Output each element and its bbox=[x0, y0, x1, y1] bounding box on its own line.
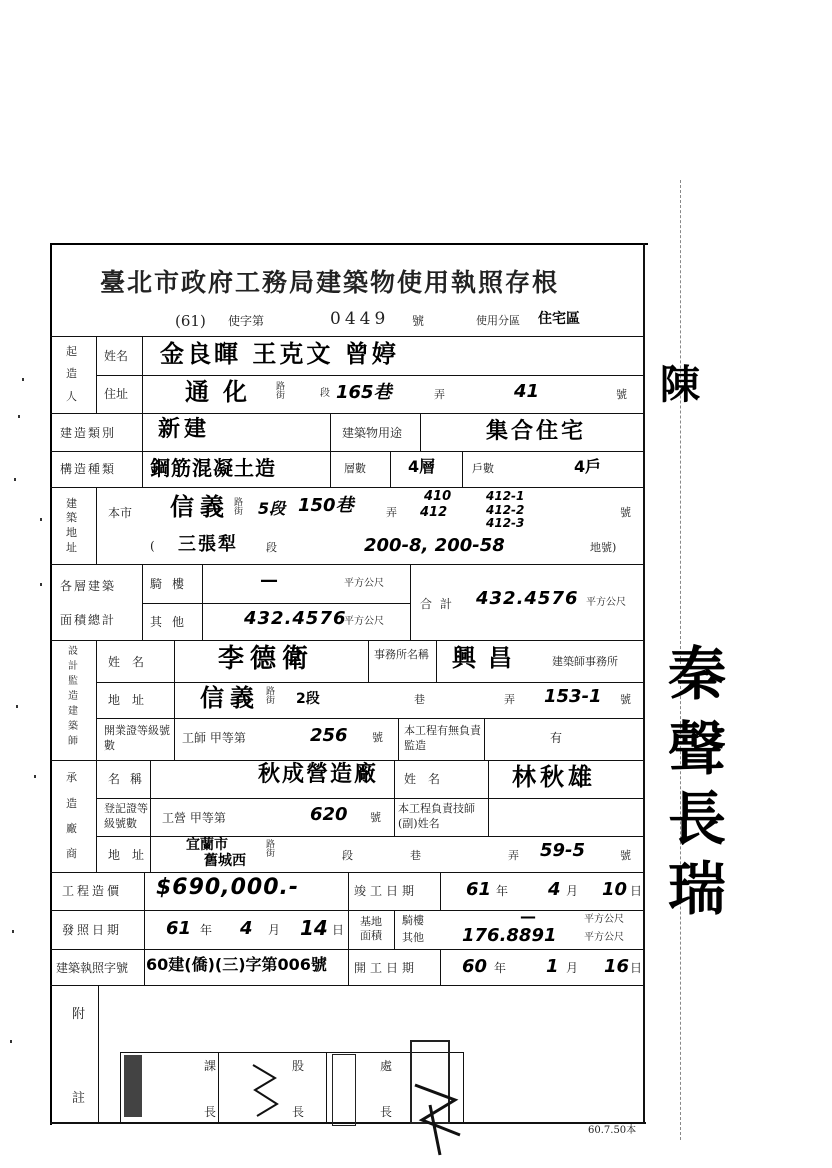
zone-label: 使用分區 bbox=[476, 314, 520, 327]
owner-section-label-3: 人 bbox=[66, 390, 77, 403]
row-rule bbox=[50, 985, 643, 986]
structure-label: 構造種類 bbox=[60, 462, 117, 476]
architect-resp-label: 本工程有無負責監造 bbox=[404, 724, 481, 752]
contractor-reg-no: 620 bbox=[310, 804, 348, 825]
adjacent-page-fragment: 秦 bbox=[668, 640, 727, 708]
building-use-value: 集合住宅 bbox=[486, 419, 587, 444]
issue-month: 4 bbox=[240, 918, 253, 939]
form-right-border bbox=[643, 243, 645, 1123]
issue-day: 14 bbox=[300, 916, 328, 940]
scan-tick bbox=[12, 930, 14, 933]
owner-addr-rd-suffix: 路街 bbox=[276, 382, 286, 401]
site-road: 信義 bbox=[170, 493, 230, 521]
architect-section-label-1: 設 bbox=[68, 646, 78, 657]
site-district: 三張犁 bbox=[178, 534, 238, 555]
scan-tick bbox=[40, 518, 42, 521]
signature-scrawl bbox=[245, 1060, 285, 1120]
structure-value: 鋼筋混凝土造 bbox=[150, 456, 276, 480]
owner-name-label: 姓名 bbox=[104, 349, 129, 363]
contractor-addr-lane: 巷 bbox=[410, 849, 421, 862]
col-rule bbox=[436, 640, 437, 682]
approval-label-e: 處 bbox=[380, 1059, 393, 1073]
architect-addr-rd-suffix: 路街 bbox=[266, 687, 276, 706]
signature-scrawl bbox=[410, 1075, 470, 1160]
row-rule bbox=[50, 949, 643, 950]
owner-name-value: 金良暉 王克文 曾婷 bbox=[160, 340, 399, 368]
architect-section-label-3: 監 bbox=[68, 676, 78, 687]
zone-value: 住宅區 bbox=[538, 311, 580, 327]
form-title: 臺北市政府工務局建築物使用執照存根 bbox=[100, 268, 560, 297]
building-use-label: 建築物用途 bbox=[342, 426, 403, 440]
contractor-addr-no: 59-5 bbox=[540, 840, 586, 861]
scan-tick bbox=[22, 378, 24, 381]
architect-addr-road: 信義 bbox=[200, 684, 260, 712]
row-rule bbox=[50, 451, 643, 452]
row-rule bbox=[50, 487, 643, 488]
row-rule bbox=[50, 640, 643, 641]
col-rule bbox=[96, 336, 97, 413]
architect-reg-label: 開業證等級號數 bbox=[104, 724, 170, 752]
base-arcade-unit: 平方公尺 bbox=[584, 914, 624, 925]
row-rule bbox=[50, 413, 643, 414]
contractor-reg-suffix: 號 bbox=[370, 811, 381, 824]
architect-office-value: 興昌 bbox=[452, 644, 524, 672]
scan-tick bbox=[34, 775, 36, 778]
approval-divider bbox=[326, 1052, 327, 1122]
col-rule bbox=[462, 451, 463, 487]
cost-value: $690,000.- bbox=[156, 875, 299, 900]
architect-addr-label: 地址 bbox=[108, 693, 157, 707]
architect-name-label: 姓名 bbox=[108, 655, 157, 669]
site-section-label-1: 建 bbox=[66, 497, 77, 510]
col-rule bbox=[98, 985, 99, 1122]
col-rule bbox=[330, 413, 331, 487]
site-no-c: 412-1 bbox=[486, 489, 525, 503]
owner-addr-no: 41 bbox=[514, 381, 540, 402]
col-rule bbox=[398, 718, 399, 760]
adjacent-page-fragment: 聲 bbox=[668, 715, 727, 783]
col-rule bbox=[484, 718, 485, 760]
base-area-label: 基地面積 bbox=[360, 915, 382, 943]
site-section: 5段 bbox=[258, 499, 286, 518]
notes-label-a: 附 bbox=[72, 1007, 86, 1022]
contractor-name-label: 名稱 bbox=[108, 772, 153, 786]
col-rule bbox=[144, 872, 145, 985]
scan-tick bbox=[16, 705, 18, 708]
units-label: 戶數 bbox=[472, 462, 494, 475]
floors-label: 層數 bbox=[344, 462, 366, 475]
site-no-a: 410 bbox=[424, 489, 452, 504]
start-month: 1 bbox=[546, 956, 559, 977]
approval-label-a: 課 bbox=[204, 1059, 217, 1073]
row-rule bbox=[50, 760, 643, 761]
site-city: 本市 bbox=[108, 506, 133, 520]
contractor-section-label-3: 廠 bbox=[66, 822, 77, 835]
approval-label-f: 長 bbox=[380, 1105, 393, 1119]
base-arcade-value: — bbox=[520, 907, 550, 926]
owner-addr-lane: 165巷 bbox=[336, 382, 392, 403]
complete-year-unit: 年 bbox=[496, 884, 509, 898]
adjacent-page-fragment: 長 bbox=[668, 785, 727, 853]
architect-name-value: 李德衛 bbox=[218, 644, 315, 674]
row-rule bbox=[96, 798, 643, 799]
architect-addr-lane: 巷 bbox=[414, 693, 425, 706]
seal-stamp bbox=[124, 1055, 142, 1117]
col-rule bbox=[394, 910, 395, 949]
site-no-e: 412-3 bbox=[486, 516, 525, 530]
area-arcade-unit: 平方公尺 bbox=[344, 578, 384, 589]
contractor-tech-label: 本工程負責技師(副)姓名 bbox=[398, 802, 475, 830]
area-total-unit: 平方公尺 bbox=[586, 597, 626, 608]
col-rule bbox=[420, 413, 421, 451]
cost-label: 工程造價 bbox=[62, 884, 123, 898]
site-section-label-2: 築 bbox=[66, 511, 77, 524]
col-rule bbox=[390, 451, 391, 487]
complete-date-label: 竣工日期 bbox=[354, 884, 419, 898]
col-rule bbox=[142, 413, 143, 487]
col-rule bbox=[394, 760, 395, 836]
issue-year: 61 bbox=[166, 918, 192, 939]
owner-section-label-2: 造 bbox=[66, 367, 77, 380]
col-rule bbox=[96, 640, 97, 760]
architect-section-label-6: 築 bbox=[68, 721, 78, 732]
contractor-section-label-1: 承 bbox=[66, 771, 77, 784]
owner-addr-alley: 弄 bbox=[434, 388, 445, 401]
architect-reg-grade: 工師 甲等第 bbox=[182, 731, 246, 745]
permit-label: 建築執照字號 bbox=[56, 961, 129, 975]
owner-addr-label: 住址 bbox=[104, 387, 129, 401]
row-rule bbox=[50, 910, 643, 911]
issue-date-label: 發照日期 bbox=[62, 923, 123, 937]
area-label-b: 面積總計 bbox=[60, 613, 117, 627]
start-day: 16 bbox=[604, 956, 630, 977]
contractor-person-label: 姓名 bbox=[404, 772, 453, 786]
col-rule bbox=[440, 949, 441, 985]
row-rule bbox=[96, 836, 643, 837]
area-arcade-label: 騎樓 bbox=[150, 577, 195, 591]
complete-day: 10 bbox=[602, 879, 628, 900]
scan-tick bbox=[10, 1040, 12, 1043]
row-rule bbox=[96, 375, 643, 376]
base-other-value: 176.8891 bbox=[462, 925, 557, 946]
building-type-label: 建造類別 bbox=[60, 426, 117, 440]
architect-addr-no: 153-1 bbox=[544, 686, 602, 707]
license-number: 0449 bbox=[330, 309, 390, 329]
area-other-value: 432.4576 bbox=[244, 608, 347, 629]
start-date-label: 開工日期 bbox=[354, 961, 419, 975]
row-rule bbox=[142, 603, 410, 604]
area-arcade-value: — bbox=[260, 570, 298, 591]
col-rule bbox=[488, 760, 489, 836]
license-prefix: (61) bbox=[175, 312, 206, 330]
col-rule bbox=[440, 872, 441, 910]
contractor-section-label-4: 商 bbox=[66, 847, 77, 860]
area-other-unit: 平方公尺 bbox=[344, 616, 384, 627]
approval-divider bbox=[218, 1052, 219, 1122]
seal-stamp bbox=[332, 1054, 356, 1126]
site-district-suffix: 段 bbox=[266, 541, 277, 554]
complete-month-unit: 月 bbox=[566, 884, 579, 898]
notes-label-b: 註 bbox=[72, 1091, 86, 1106]
col-rule bbox=[174, 640, 175, 760]
site-section-label-3: 地 bbox=[66, 526, 77, 539]
adjacent-page-fragment: 陳 bbox=[660, 362, 700, 408]
complete-day-unit: 日 bbox=[630, 884, 643, 898]
architect-resp-value: 有 bbox=[550, 731, 563, 745]
approval-label-c: 股 bbox=[292, 1059, 305, 1073]
architect-reg-no: 256 bbox=[310, 725, 348, 746]
site-hao: 號 bbox=[620, 506, 631, 519]
units-value: 4戶 bbox=[574, 457, 602, 476]
contractor-section-label-2: 造 bbox=[66, 797, 77, 810]
architect-office-suffix: 建築師事務所 bbox=[552, 655, 618, 668]
architect-addr-section: 2段 bbox=[296, 691, 320, 707]
approval-label-b: 長 bbox=[204, 1105, 217, 1119]
start-month-unit: 月 bbox=[566, 961, 579, 975]
col-rule bbox=[142, 336, 143, 413]
contractor-addr-rd-suffix: 路街 bbox=[266, 840, 276, 859]
scan-tick bbox=[14, 478, 16, 481]
row-rule bbox=[96, 718, 643, 719]
approval-label-d: 長 bbox=[292, 1105, 305, 1119]
scan-tick bbox=[40, 583, 42, 586]
row-rule bbox=[50, 336, 643, 337]
adjacent-page-fragment: 瑞 bbox=[668, 855, 727, 923]
contractor-addr-section: 段 bbox=[342, 849, 353, 862]
footer-note: 60.7.50本 bbox=[588, 1125, 637, 1136]
architect-section-label-5: 建 bbox=[68, 706, 78, 717]
col-rule bbox=[368, 640, 369, 682]
architect-section-label-4: 造 bbox=[68, 691, 78, 702]
contractor-reg-label: 登記證等級號數 bbox=[104, 802, 148, 830]
row-rule bbox=[50, 872, 643, 873]
owner-addr-hao: 號 bbox=[616, 388, 627, 401]
site-open-paren: ( bbox=[150, 539, 155, 553]
base-arcade-label: 騎樓 bbox=[402, 914, 424, 927]
architect-reg-suffix: 號 bbox=[372, 731, 383, 744]
architect-addr-hao: 號 bbox=[620, 693, 631, 706]
building-type-value: 新建 bbox=[158, 417, 211, 442]
col-rule bbox=[348, 872, 349, 985]
architect-addr-alley: 弄 bbox=[504, 693, 515, 706]
site-section-label-4: 址 bbox=[66, 541, 77, 554]
license-word: 使字第 bbox=[228, 314, 265, 328]
scan-tick bbox=[18, 415, 20, 418]
area-label-a: 各層建築 bbox=[60, 579, 117, 593]
area-total-label: 合計 bbox=[420, 597, 461, 611]
issue-day-unit: 日 bbox=[332, 923, 345, 937]
contractor-addr-alley: 弄 bbox=[508, 849, 519, 862]
complete-year: 61 bbox=[466, 879, 492, 900]
site-rd-suffix: 路街 bbox=[234, 498, 244, 517]
row-rule bbox=[50, 564, 643, 565]
complete-month: 4 bbox=[548, 879, 561, 900]
contractor-person-value: 林秋雄 bbox=[512, 763, 596, 791]
start-year-unit: 年 bbox=[494, 961, 507, 975]
base-other-unit: 平方公尺 bbox=[584, 932, 624, 943]
site-land-suffix: 地號) bbox=[590, 541, 617, 554]
site-alley: 弄 bbox=[386, 506, 397, 519]
site-land-no: 200-8, 200-58 bbox=[364, 535, 505, 556]
issue-year-unit: 年 bbox=[200, 923, 213, 937]
owner-addr-section: 段 bbox=[320, 388, 330, 399]
contractor-addr-label: 地址 bbox=[108, 848, 157, 862]
contractor-addr-hao: 號 bbox=[620, 849, 631, 862]
col-rule bbox=[202, 564, 203, 640]
permit-value: 60建(僑)(三)字第006號 bbox=[146, 955, 327, 974]
base-other-label: 其他 bbox=[402, 931, 424, 944]
architect-office-label: 事務所名稱 bbox=[374, 648, 429, 661]
license-suffix: 號 bbox=[412, 314, 425, 328]
start-day-unit: 日 bbox=[630, 961, 643, 975]
col-rule bbox=[410, 564, 411, 640]
site-no-d: 412-2 bbox=[486, 503, 525, 517]
col-rule bbox=[96, 487, 97, 564]
area-total-value: 432.4576 bbox=[476, 588, 579, 609]
site-no-b: 412 bbox=[420, 505, 448, 520]
site-lane: 150巷 bbox=[298, 495, 354, 516]
row-rule bbox=[96, 682, 643, 683]
floors-value: 4層 bbox=[408, 457, 436, 476]
architect-section-label-2: 計 bbox=[68, 661, 78, 672]
col-rule bbox=[96, 760, 97, 872]
contractor-addr-road: 舊城西 bbox=[204, 853, 246, 869]
owner-section-label-1: 起 bbox=[66, 345, 77, 358]
start-year: 60 bbox=[462, 956, 488, 977]
architect-section-label-7: 師 bbox=[68, 736, 78, 747]
contractor-reg-grade: 工營 甲等第 bbox=[162, 811, 226, 825]
issue-month-unit: 月 bbox=[268, 923, 281, 937]
col-rule bbox=[142, 564, 143, 640]
owner-addr-road: 通化 bbox=[185, 378, 261, 406]
contractor-addr-city: 宜蘭市 bbox=[186, 837, 228, 853]
area-other-label: 其他 bbox=[150, 615, 195, 629]
contractor-name-value: 秋成營造廠 bbox=[258, 762, 379, 787]
